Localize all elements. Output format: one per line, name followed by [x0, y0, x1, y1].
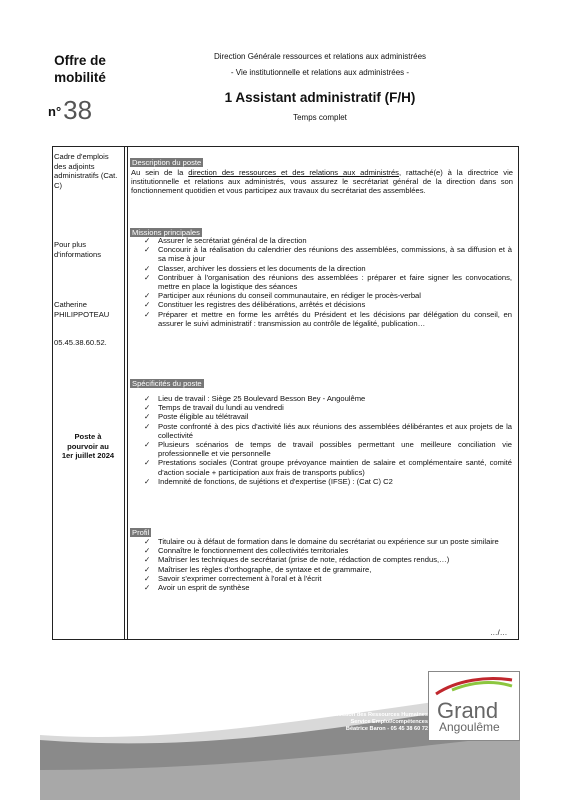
footer-contact	[270, 712, 428, 733]
description-text	[131, 168, 513, 196]
list-item: ✓ Constituer les registres des délibérations, arrêtés et décisions	[140, 300, 512, 309]
contact-phone: 05.45.38.60.52.	[54, 338, 107, 347]
list-item: ✓ Titulaire ou à défaut de formation dans le domaine du secrétariat ou expérience sur un poste similaire	[140, 537, 512, 546]
work-time: Temps complet	[293, 113, 347, 122]
contact-first-name: Catherine	[54, 300, 87, 309]
offer-number-prefix: n°	[48, 104, 62, 119]
left-column-box	[52, 146, 125, 640]
list-item: ✓ Prestations sociales (Contrat groupe prévoyance maintien de salaire et complémentaire santé, comité d'action sociale + participation aux frais de transports publics)	[140, 458, 512, 476]
start-date	[54, 432, 122, 461]
list-item: ✓ Plusieurs scénarios de temps de travail possibles permettant une meilleure conciliation vie professionnelle et vie personnelle	[140, 440, 512, 458]
more-info-label: Pour plus d'informations	[54, 240, 102, 259]
list-item: ✓ Poste confronté à des pics d'activité liés aux réunions des assemblées délibérantes et aux projets de la collectivité	[140, 422, 512, 440]
footer-line-3: Béatrice Baron - 05 45 38 60 72	[345, 726, 428, 732]
offre-line-1: Offre de	[54, 53, 106, 68]
list-item: ✓ Participer aux réunions du conseil communautaire, en rédiger le procès-verbal	[140, 291, 512, 300]
list-item: ✓ Poste éligible au télétravail	[140, 412, 512, 421]
offre-title	[50, 52, 110, 86]
specificites-title: Spécificités du poste	[132, 379, 202, 388]
specificites-header	[130, 373, 204, 391]
direction-line-2: - Vie institutionnelle et relations aux administrées -	[230, 68, 410, 77]
continued-marker: …/…	[490, 628, 508, 637]
direction-link[interactable]: direction des ressources et des relations aux administrés	[188, 168, 399, 177]
specificites-list	[140, 394, 512, 486]
direction-line-1: Direction Générale ressources et relations aux administrées	[213, 52, 427, 61]
list-item: ✓ Contribuer à l'organisation des réunions des assemblées : préparer et faire signer les convocations, mettre en place la logistique des séances	[140, 273, 512, 291]
description-post: , rattaché(e) à la directrice vie institutionnelle et relations aux administrés, vous assurez le secrétariat général de la direction dans son fonctionnement quotidien et vous participez aux travaux du secrétariat des assemblées.	[131, 168, 513, 196]
list-item: ✓ Avoir un esprit de synthèse	[140, 583, 512, 592]
start-date-line-2: pourvoir au	[67, 441, 109, 451]
list-item: ✓ Maîtriser les règles d'orthographe, de syntaxe et de grammaire,	[140, 565, 512, 574]
offre-line-2: mobilité	[54, 70, 106, 85]
logo-text-angouleme: Angoulême	[439, 720, 500, 734]
missions-list	[140, 236, 512, 328]
missions-title: Missions principales	[132, 228, 200, 237]
list-item: ✓ Savoir s'exprimer correctement à l'oral et à l'écrit	[140, 574, 512, 583]
footer-line-1: Direction des Ressources Humaines	[331, 712, 428, 718]
description-title: Description du poste	[132, 158, 202, 167]
job-title: 1 Assistant administratif (F/H)	[224, 90, 416, 105]
description-pre: Au sein de la	[131, 168, 189, 177]
cadre-emplois: Cadre d'emplois des adjoints administratifs (Cat. C)	[54, 152, 118, 190]
profil-list	[140, 537, 512, 592]
offer-number	[48, 95, 118, 126]
offer-number-value: 38	[63, 95, 93, 125]
contact-last-name: PHILIPPOTEAU	[54, 309, 110, 319]
list-item: ✓ Maîtriser les techniques de secrétariat (prise de note, rédaction de comptes rendus,…)	[140, 555, 512, 564]
list-item: ✓ Concourir à la réalisation du calendrier des réunions des assemblées, commissions, à sa diffusion et à sa mise à jour	[140, 245, 512, 263]
list-item: ✓ Classer, archiver les dossiers et les documents de la direction	[140, 264, 512, 273]
list-item: ✓ Indemnité de fonctions, de sujétions et d'expertise (IFSE) : (Cat C) C2	[140, 477, 512, 486]
logo-arcs-icon	[432, 674, 516, 698]
start-date-line-1: Poste à	[74, 432, 102, 441]
list-item: ✓ Lieu de travail : Siège 25 Boulevard Besson Bey - Angoulême	[140, 394, 512, 403]
profil-title: Profil	[132, 528, 150, 537]
logo-text-grand: Grand	[437, 698, 499, 723]
column-divider	[127, 146, 128, 640]
list-item: ✓ Préparer et mettre en forme les arrêtés du Président et les décisions par délégation du conseil, en assurer le suivi administratif : transmission au contrôle de légalité, publication…	[140, 310, 512, 328]
footer-line-2: Service Emploi/compétences	[350, 719, 428, 725]
list-item: ✓ Connaître le fonctionnement des collectivités territoriales	[140, 546, 512, 555]
list-item: ✓ Assurer le secrétariat général de la direction	[140, 236, 512, 245]
start-date-line-3: 1er juillet 2024	[61, 451, 115, 460]
list-item: ✓ Temps de travail du lundi au vendredi	[140, 403, 512, 412]
contact-name	[54, 300, 122, 319]
